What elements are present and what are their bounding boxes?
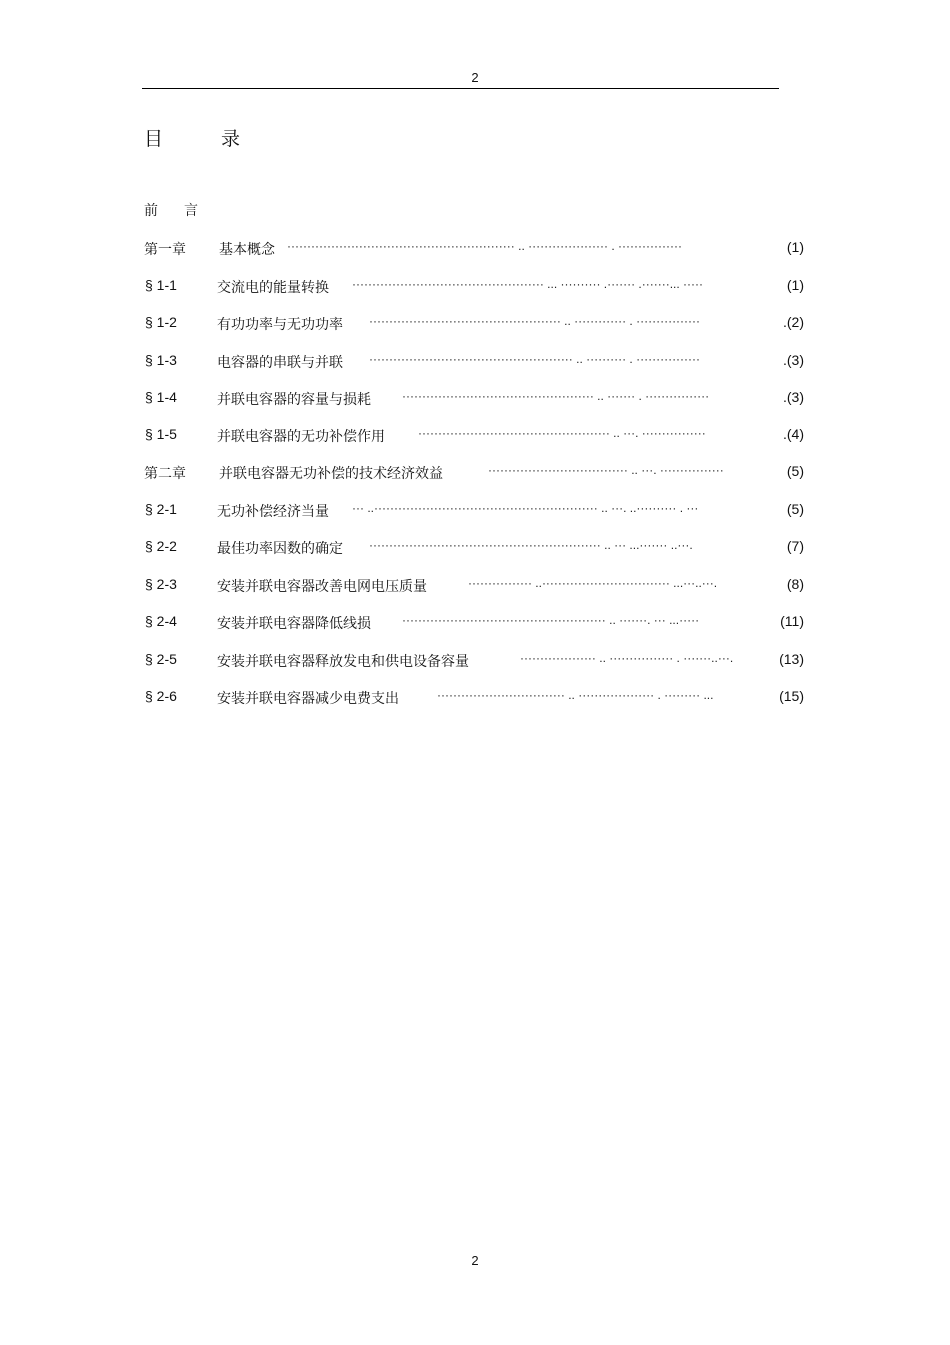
- toc-entry-title: 并联电容器的容量与损耗: [217, 392, 371, 408]
- toc-entry[interactable]: [0, 352, 950, 374]
- footer-page-number: 2: [471, 1253, 479, 1268]
- toc-entry-title: 安装并联电容器改善电网电压质量: [217, 579, 427, 595]
- toc-entry[interactable]: [0, 277, 950, 299]
- toc-entry-leader-dots: ··· ..························································ .. ···. ..·········· . ···: [352, 501, 699, 515]
- toc-entry-page: .(2): [783, 314, 804, 330]
- toc-title-char1: 目: [144, 128, 164, 150]
- toc-entry-page: .(3): [783, 389, 804, 405]
- toc-entry-title: 有功功率与无功功率: [217, 317, 343, 333]
- toc-entry-title: 并联电容器的无功补偿作用: [217, 429, 385, 445]
- toc-entry-title: 安装并联电容器释放发电和供电设备容量: [217, 654, 469, 670]
- toc-entry-number: § 2-1: [145, 501, 177, 517]
- toc-entry-page: (5): [786, 463, 804, 479]
- toc-entry-number: § 2-6: [145, 688, 177, 704]
- toc-entry-number: § 2-2: [145, 538, 177, 554]
- toc-entry-page: (1): [786, 239, 804, 255]
- preface-char2: 言: [184, 203, 198, 219]
- toc-entry-leader-dots: ················································ .. ···. ················: [418, 426, 706, 440]
- toc-entry[interactable]: [0, 538, 950, 560]
- toc-entry-page: (13): [779, 651, 804, 667]
- toc-entry-page: (5): [786, 501, 804, 517]
- preface-char1: 前: [144, 203, 158, 219]
- toc-entry-leader-dots: ·························································· .. ··· ...······· ..···.: [369, 538, 693, 552]
- toc-entry-number: § 2-5: [145, 651, 177, 667]
- toc-entry[interactable]: [0, 576, 950, 598]
- toc-preface-entry[interactable]: [144, 200, 198, 220]
- toc-entry-page: (1): [786, 277, 804, 293]
- toc-entry[interactable]: [0, 651, 950, 673]
- toc-entry-number: § 1-2: [145, 314, 177, 330]
- toc-entry[interactable]: [0, 501, 950, 523]
- toc-entry-title: 交流电的能量转换: [217, 280, 329, 296]
- toc-entry[interactable]: [0, 463, 950, 485]
- toc-entry-leader-dots: ································ .. ··················· . ········· ...: [437, 688, 714, 702]
- toc-entry-page: (11): [780, 613, 804, 629]
- toc-entry-leader-dots: ················································ .. ············· . ················: [369, 314, 701, 328]
- toc-entry-title: 电容器的串联与并联: [217, 355, 343, 371]
- toc-entry-number: § 1-3: [145, 352, 177, 368]
- toc-title: [144, 124, 240, 151]
- toc-entry-title: 基本概念: [219, 242, 275, 258]
- toc-entry-leader-dots: ··································· .. ···. ················: [488, 463, 724, 477]
- toc-entry-page: .(4): [783, 426, 804, 442]
- toc-entry-number: § 2-3: [145, 576, 177, 592]
- toc-entry-leader-dots: ··················································· .. ·········· . ················: [369, 352, 701, 366]
- toc-entry-number: § 2-4: [145, 613, 177, 629]
- toc-entry-leader-dots: ················ ..································ ...···..···.: [468, 576, 718, 590]
- toc-entry-number: § 1-5: [145, 426, 177, 442]
- toc-entry-page: .(3): [783, 352, 804, 368]
- toc-entry[interactable]: [0, 239, 950, 261]
- toc-entry-leader-dots: ························································· .. ···················· . ················: [287, 239, 682, 253]
- toc-entry-number: 第一章: [144, 242, 186, 258]
- toc-title-char2: 录: [221, 128, 241, 150]
- toc-entry-leader-dots: ················································ .. ······· . ················: [402, 389, 710, 403]
- toc-entry-number: § 1-1: [145, 277, 177, 293]
- toc-entry-title: 最佳功率因数的确定: [217, 541, 343, 557]
- toc-entry-leader-dots: ················································ ... ·········· .······· .·······... ·····: [352, 277, 704, 291]
- toc-entry-title: 安装并联电容器降低线损: [217, 616, 371, 632]
- toc-entry[interactable]: [0, 426, 950, 448]
- toc-entry[interactable]: [0, 314, 950, 336]
- toc-entry[interactable]: [0, 688, 950, 710]
- toc-entry-page: (15): [779, 688, 804, 704]
- toc-entry-leader-dots: ··················································· .. ·······. ··· ...·····: [402, 613, 700, 627]
- toc-entry-title: 无功补偿经济当量: [217, 504, 329, 520]
- toc-entry-title: 并联电容器无功补偿的技术经济效益: [219, 466, 443, 482]
- toc-entry-number: § 1-4: [145, 389, 177, 405]
- toc-entry-title: 安装并联电容器减少电费支出: [217, 691, 399, 707]
- header-rule: [142, 88, 779, 89]
- toc-entry-page: (7): [786, 538, 804, 554]
- toc-entry-page: (8): [786, 576, 804, 592]
- toc-entry-number: 第二章: [144, 466, 186, 482]
- header-page-number: 2: [471, 70, 479, 85]
- toc-entry-leader-dots: ··················· .. ················ . ·······..···.: [520, 651, 734, 665]
- toc-entry[interactable]: [0, 389, 950, 411]
- toc-entry[interactable]: [0, 613, 950, 635]
